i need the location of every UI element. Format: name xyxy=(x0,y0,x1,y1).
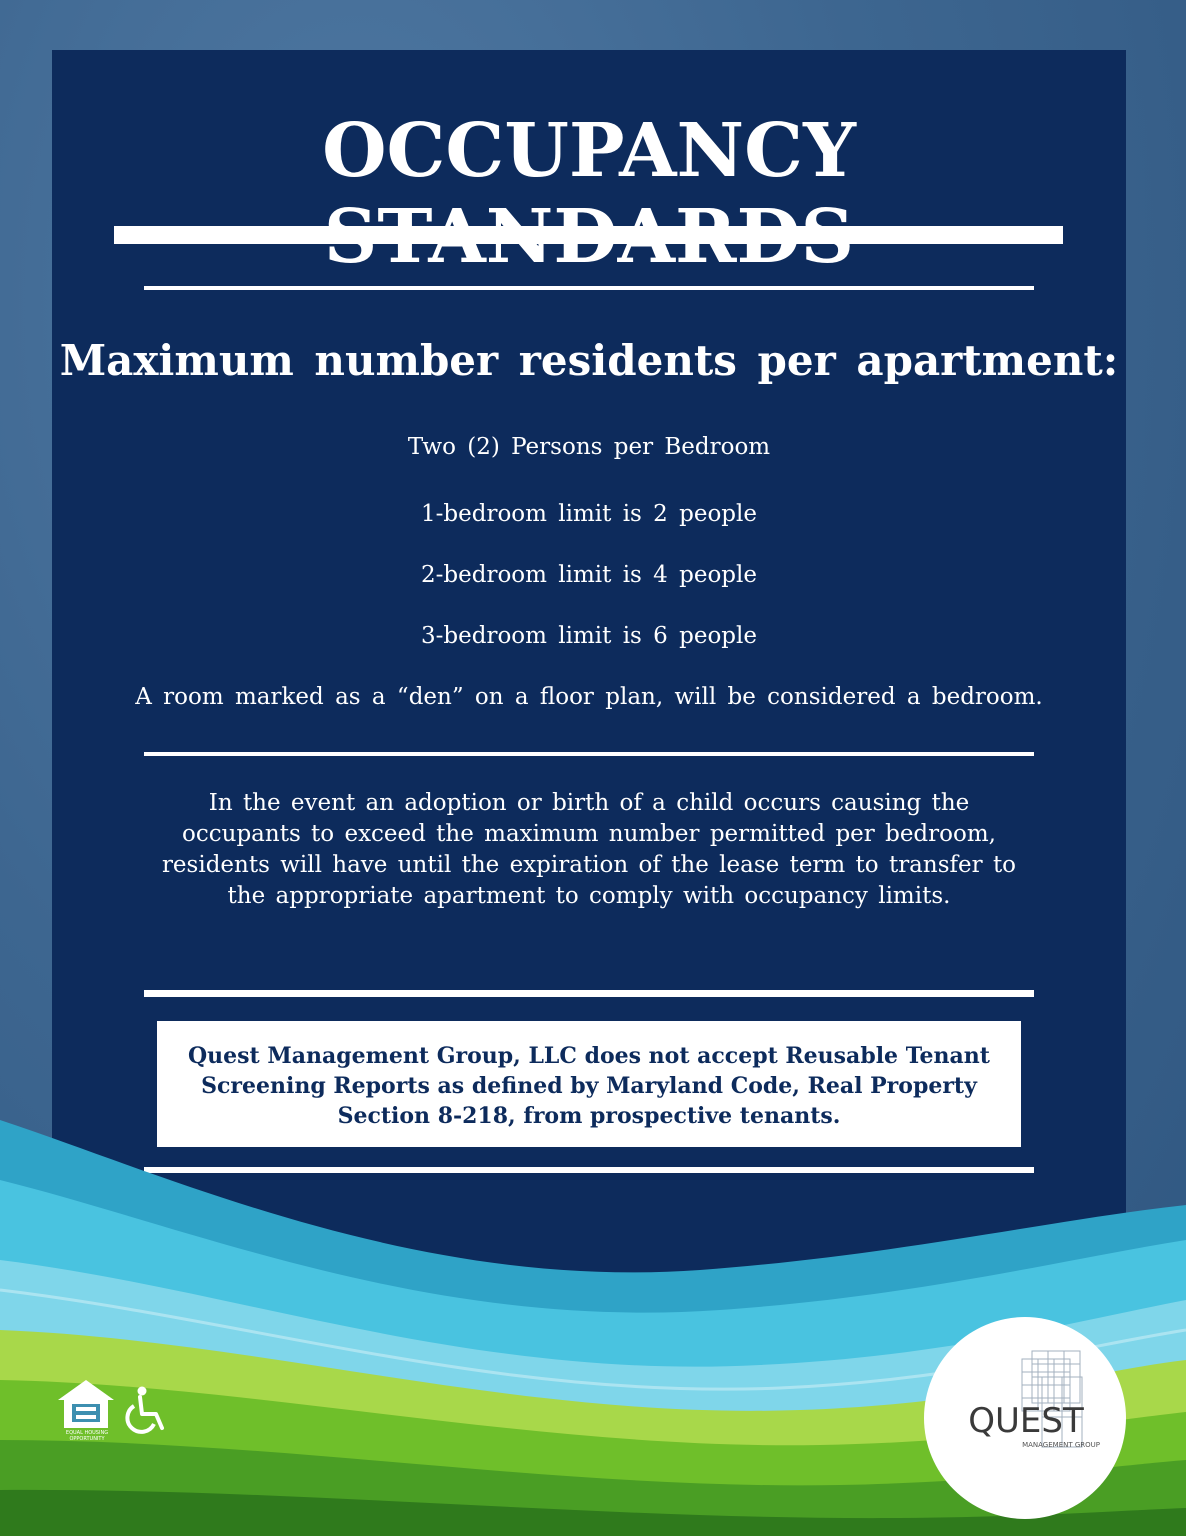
divider xyxy=(144,752,1034,756)
equal-housing-label: EQUAL HOUSING OPPORTUNITY xyxy=(65,1430,109,1442)
screening-notice: Quest Management Group, LLC does not accept Reusable Tenant Screening Reports as defined by Maryland Code, Real Property Section 8-218, from prospective tenants. xyxy=(188,1043,990,1129)
page-title: OCCUPANCY xyxy=(322,108,856,194)
logo-subtitle: MANAGEMENT GROUP xyxy=(1022,1441,1100,1449)
rule-line: 1-bedroom limit is 2 people xyxy=(421,501,757,527)
logo-wordmark: QUEST xyxy=(968,1401,1084,1441)
rule-line: 2-bedroom limit is 4 people xyxy=(421,562,757,588)
wheelchair-icon xyxy=(124,1386,170,1434)
den-note: A room marked as a “den” on a floor plan, will be considered a bedroom. xyxy=(135,684,1043,710)
section-heading: Maximum number residents per apartment: xyxy=(59,336,1119,385)
divider xyxy=(144,990,1034,997)
title-underline xyxy=(114,226,1063,244)
rule-line: Two (2) Persons per Bedroom xyxy=(407,434,771,460)
quest-logo xyxy=(924,1317,1126,1519)
adoption-paragraph: In the event an adoption or birth of a child occurs causing the occupants to exceed the maximum number permitted per bedroom, residents will have until the expiration of the lease term to transfer to the appropriate apartment to comply with occupancy limits. xyxy=(161,790,1017,909)
rule-line: 3-bedroom limit is 6 people xyxy=(421,623,757,649)
divider xyxy=(144,286,1034,290)
